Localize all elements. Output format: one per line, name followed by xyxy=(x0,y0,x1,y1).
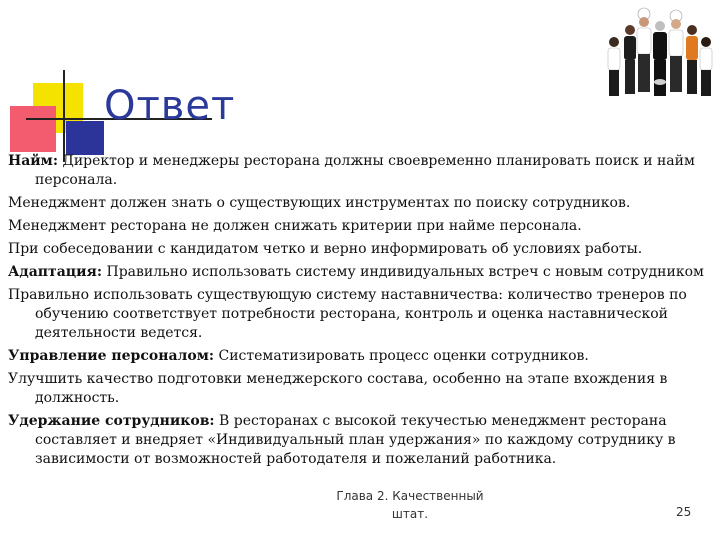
paragraph-text: Менеджмент должен знать о существующих инструментах по поиску сотрудников. xyxy=(8,195,631,211)
paragraph-management xyxy=(8,347,712,366)
paragraph-text: При собеседовании с кандидатом четко и верно информировать об условиях работы. xyxy=(8,241,643,257)
staff-person-1 xyxy=(608,37,620,96)
paragraph-text: В ресторанах с высокой текучестью менеджмент ресторана составляет и внедряет «Индивидуальный план удержания» по каждому сотруднику в зависимости от возможностей работодателя и пожеланий работника. xyxy=(35,413,676,467)
slide-title: Ответ xyxy=(104,83,236,129)
paragraph-text: Улучшить качество подготовки менеджерского состава, особенно на этапе вхождения в должность. xyxy=(8,371,668,406)
paragraph-text: Директор и менеджеры ресторана должны своевременно планировать поиск и найм персонала. xyxy=(35,153,695,188)
paragraph-label: Адаптация: xyxy=(8,264,103,280)
paragraph xyxy=(8,217,712,236)
paragraph-text: Правильно использовать систему индивидуальных встреч с новым сотрудником xyxy=(102,264,704,280)
staff-person-4 xyxy=(653,21,667,96)
staff-person-2 xyxy=(624,25,636,94)
paragraph-label: Управление персоналом: xyxy=(8,348,215,364)
staff-person-3 xyxy=(637,8,651,92)
paragraph xyxy=(8,240,712,259)
staff-person-6 xyxy=(686,25,698,94)
paragraph-retention xyxy=(8,412,712,469)
paragraph-text: Систематизировать процесс оценки сотрудников. xyxy=(214,348,589,364)
paragraph-label: Найм: xyxy=(8,153,59,169)
page-number: 25 xyxy=(676,505,692,519)
paragraph-label: Удержание сотрудников: xyxy=(8,413,215,429)
paragraph-hiring xyxy=(8,152,712,190)
decorative-vertical-line xyxy=(63,70,65,162)
decorative-red-square xyxy=(10,106,56,152)
paragraph-adaptation xyxy=(8,263,712,282)
paragraph-text: Менеджмент ресторана не должен снижать критерии при найме персонала. xyxy=(8,218,582,234)
paragraph xyxy=(8,286,712,343)
footer-line: штат. xyxy=(391,507,429,521)
staff-person-7 xyxy=(700,37,712,96)
footer-chapter xyxy=(300,487,520,523)
staff-person-5 xyxy=(669,10,683,92)
decorative-blue-square xyxy=(66,121,104,155)
paragraph-text: Правильно использовать существующую систему наставничества: количество тренеров по обучению соответствует потребности ресторана, контроль и оценка наставнической деятельности ведется. xyxy=(8,287,687,341)
paragraph xyxy=(8,194,712,213)
slide-body xyxy=(8,152,712,473)
paragraph xyxy=(8,370,712,408)
restaurant-staff-photo xyxy=(604,2,716,102)
footer-line: Глава 2. Качественный xyxy=(336,489,484,503)
